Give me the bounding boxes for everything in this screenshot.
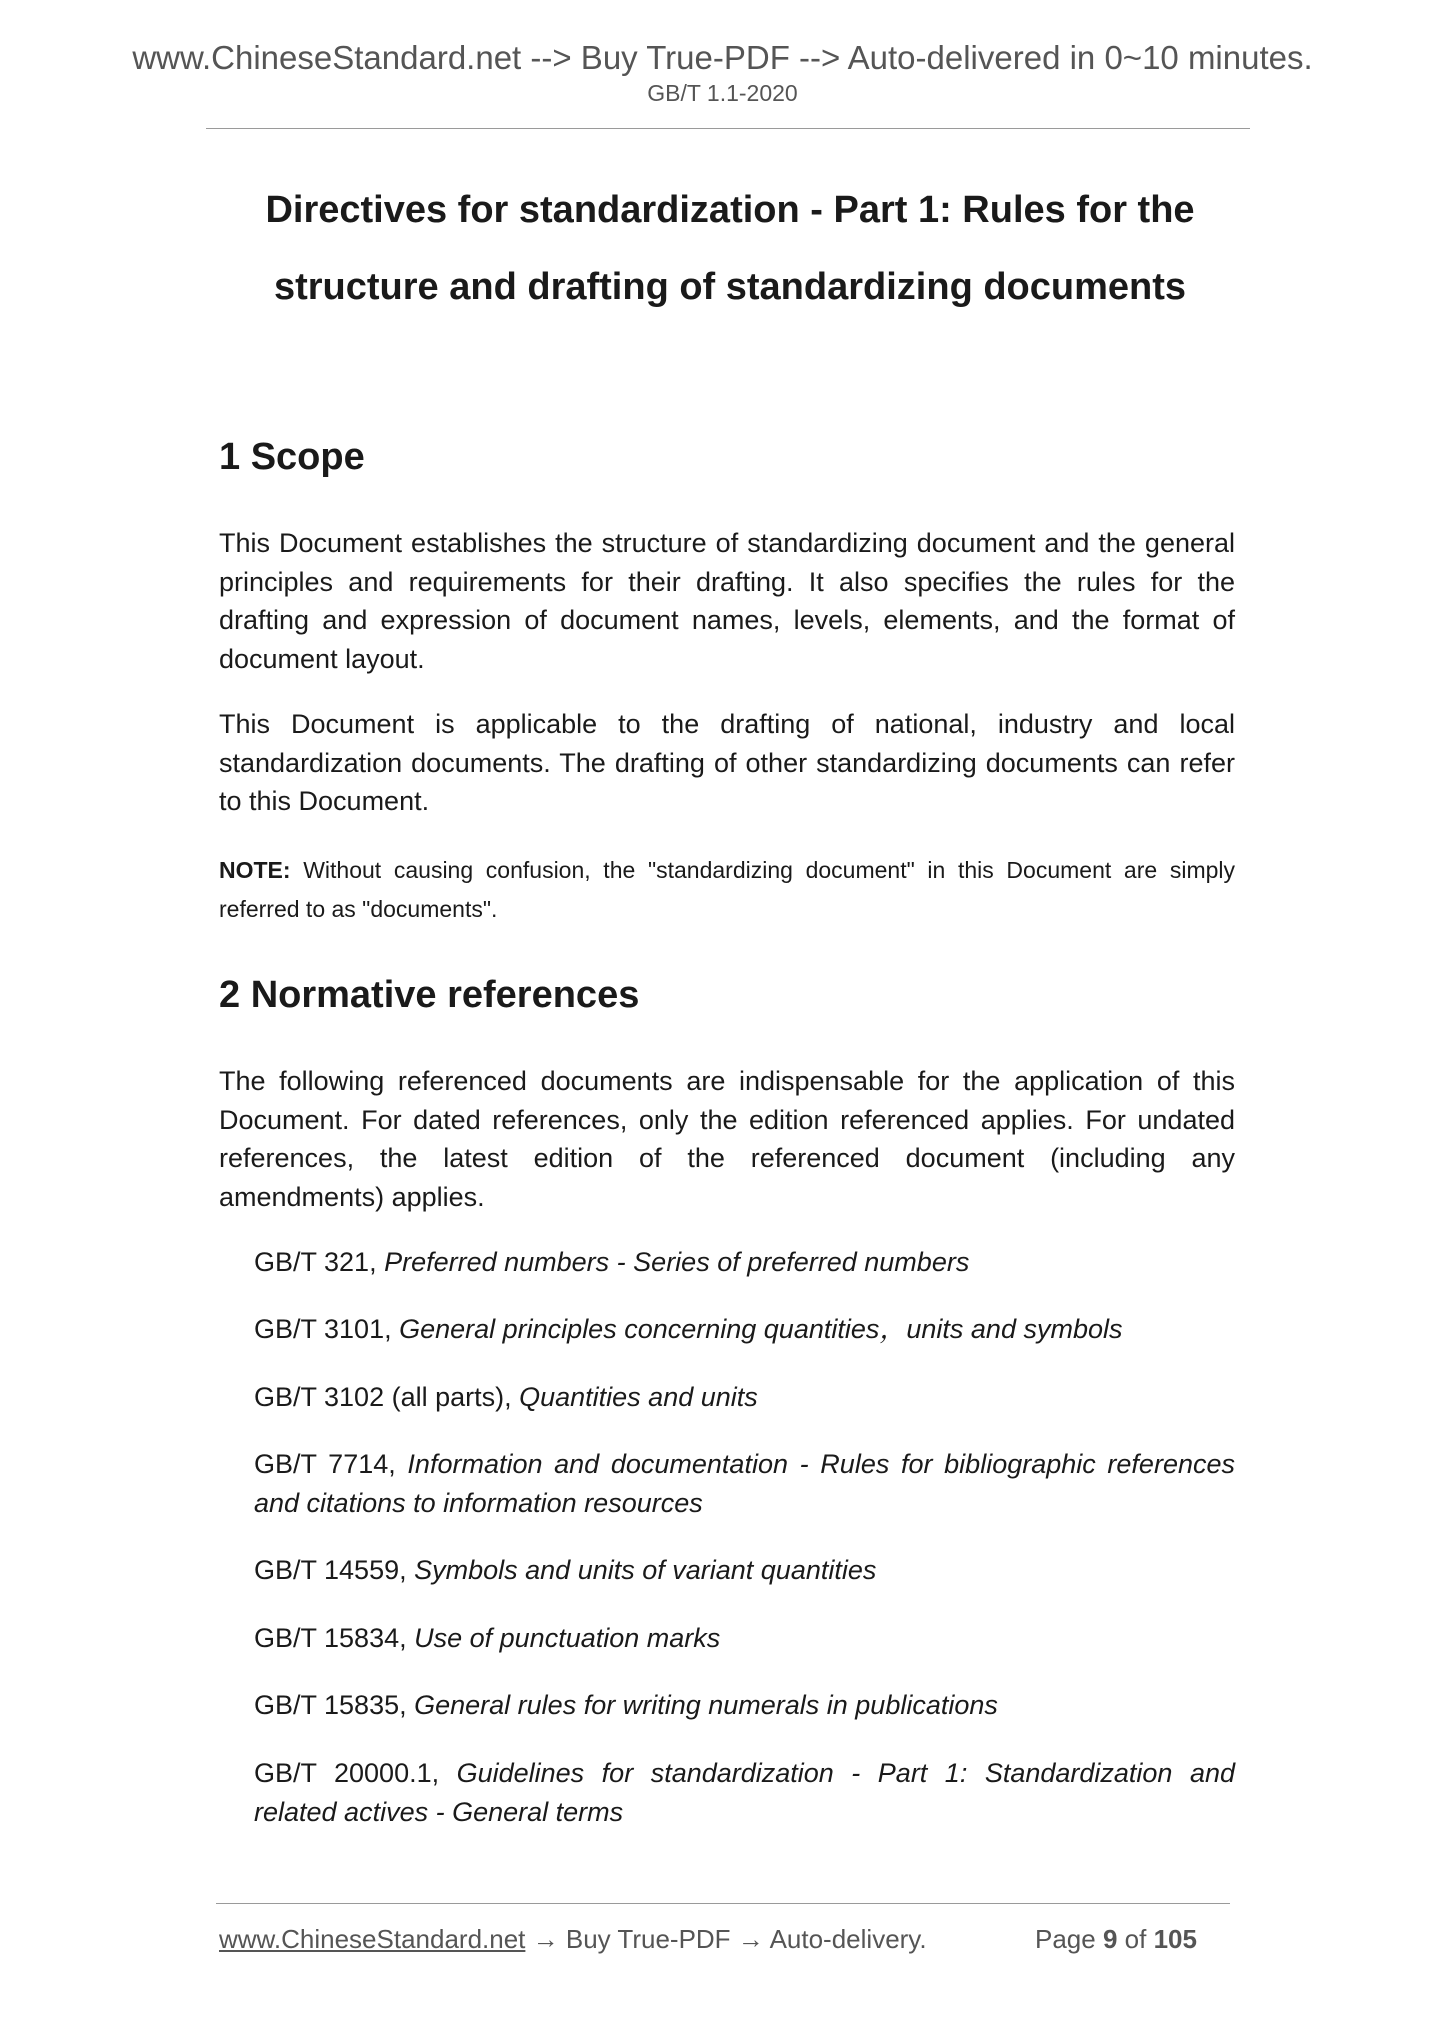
reference-title: Symbols and units of variant quantities [414, 1555, 877, 1585]
reference-item [254, 1243, 1235, 1282]
header-divider [206, 128, 1250, 129]
reference-code: GB/T 3101, [254, 1314, 400, 1344]
document-title-line-1: Directives for standardization - Part 1: Rules for the [265, 189, 1195, 231]
reference-item [254, 1310, 1235, 1349]
section-heading-scope: 1 Scope [219, 436, 365, 478]
page-label: Page [1035, 1924, 1103, 1954]
reference-item [254, 1754, 1235, 1831]
footer-site-link[interactable]: www.ChineseStandard.net [219, 1924, 526, 1954]
reference-title: General rules for writing numerals in publications [414, 1690, 998, 1720]
document-title-line-2: structure and drafting of standardizing documents [273, 266, 1187, 308]
reference-code: GB/T 20000.1, [254, 1758, 457, 1788]
page-indicator [1035, 1924, 1197, 1955]
reference-item [254, 1551, 1235, 1590]
page-total: 105 [1153, 1924, 1197, 1954]
standard-code: GB/T 1.1-2020 [647, 80, 798, 106]
page-of-label: of [1117, 1924, 1154, 1954]
reference-title: General principles concerning quantities，units and symbols [399, 1314, 1123, 1344]
scope-paragraph-2: This Document is applicable to the drafting of national, industry and local standardization documents. The drafting of other standardizing documents can refer to this Document. [219, 709, 1235, 816]
document-title [180, 172, 1280, 326]
section-heading-normative-references: 2 Normative references [219, 974, 640, 1016]
footer-divider [216, 1903, 1230, 1904]
reference-item [254, 1378, 1235, 1417]
reference-code: GB/T 15834, [254, 1623, 415, 1653]
reference-title: Quantities and units [519, 1382, 758, 1412]
scope-paragraph-1: This Document establishes the structure of standardizing document and the general principles and requirements for their drafting. It also specifies the rules for the drafting and expression of document names, levels, elements, and the format of document layout. [219, 528, 1235, 674]
references-intro: The following referenced documents are indispensable for the application of this Document. For dated references, only the edition referenced applies. For undated references, the latest edition of the referenced document (including any amendments) applies. [219, 1066, 1235, 1212]
reference-item [254, 1686, 1235, 1725]
reference-title: Use of punctuation marks [414, 1623, 721, 1653]
reference-title: Preferred numbers - Series of preferred numbers [384, 1247, 970, 1277]
note-label: NOTE: [219, 857, 291, 883]
reference-title: Information and documentation - Rules for bibliographic references and citations to information resources [254, 1449, 1235, 1518]
header-banner: www.ChineseStandard.net --> Buy True-PDF --> Auto-delivered in 0~10 minutes. [132, 39, 1313, 76]
reference-code: GB/T 14559, [254, 1555, 415, 1585]
reference-title: Guidelines for standardization - Part 1: Standardization and related actives - General terms [254, 1758, 1235, 1827]
footer-promo [219, 1924, 927, 1955]
reference-item [254, 1619, 1235, 1658]
reference-code: GB/T 7714, [254, 1449, 408, 1479]
reference-item [254, 1445, 1235, 1522]
reference-code: GB/T 321, [254, 1247, 385, 1277]
note-text: Without causing confusion, the "standardizing document" in this Document are simply referred to as "documents". [219, 857, 1235, 922]
reference-code: GB/T 15835, [254, 1690, 415, 1720]
footer-promo-text: → Buy True-PDF → Auto-delivery. [525, 1924, 927, 1954]
reference-code: GB/T 3102 (all parts), [254, 1382, 520, 1412]
page-number: 9 [1102, 1924, 1118, 1954]
scope-note [219, 851, 1235, 928]
